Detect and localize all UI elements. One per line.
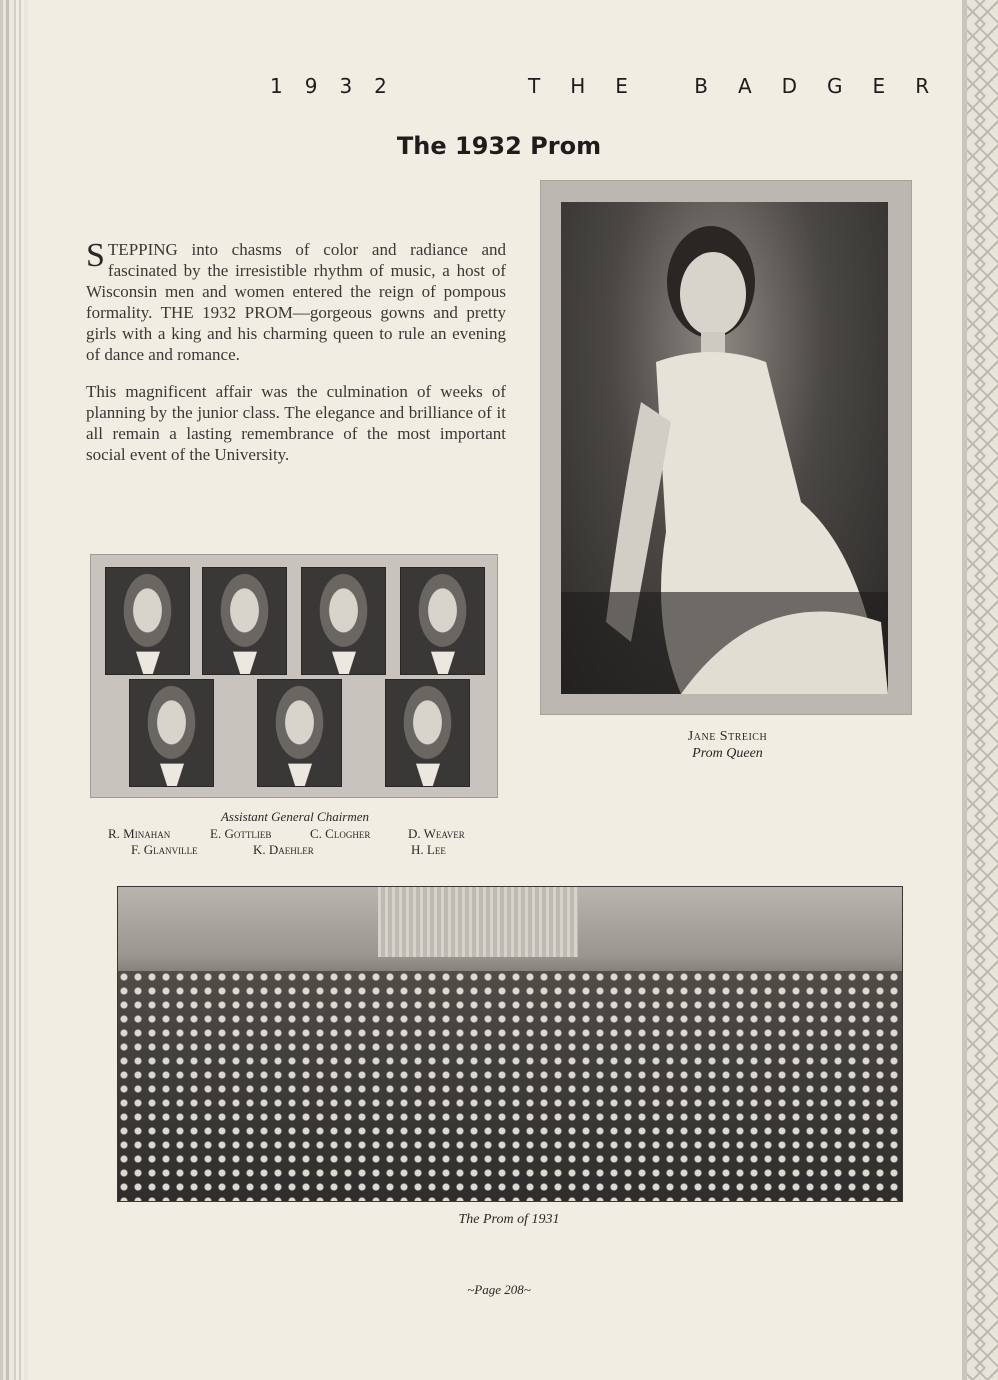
prom-queen-portrait xyxy=(561,202,888,694)
right-decorative-border xyxy=(962,0,998,1380)
prom-queen-figure xyxy=(561,202,888,694)
chairmen-names-row-1 xyxy=(90,826,500,842)
chairmen-photo-collage xyxy=(90,554,498,798)
left-page-border xyxy=(0,0,28,1380)
page-number: ~Page 208~ xyxy=(467,1282,531,1297)
intro-text xyxy=(86,239,506,481)
chairmen-names-row-2 xyxy=(90,842,500,858)
prom-1931-crowd-photo xyxy=(117,886,903,1202)
chairman-name: K. Daehler xyxy=(253,842,314,857)
chairman-name: R. Minahan xyxy=(108,826,171,841)
prom-photo-caption: The Prom of 1931 xyxy=(458,1212,560,1227)
crowd xyxy=(118,971,902,1201)
intro-paragraph-1 xyxy=(86,239,506,365)
chairman-portrait xyxy=(105,567,190,675)
chairmen-caption xyxy=(90,809,500,858)
intro-paragraph-2: This magnificent affair was the culmination of weeks of planning by the junior class. The elegance and brilliance of it all remain a lasting remembrance of the most important social event of the University. xyxy=(86,382,506,464)
prom-queen-photo xyxy=(540,180,912,715)
page-title: The 1932 Prom xyxy=(396,132,602,160)
chairman-name: F. Glanville xyxy=(131,842,198,857)
chairman-name: E. Gottlieb xyxy=(210,826,272,841)
chairman-portrait xyxy=(385,679,470,787)
chairman-portrait xyxy=(301,567,386,675)
junior-prom-banner xyxy=(378,887,578,957)
chairmen-caption-title: Assistant General Chairmen xyxy=(220,809,370,824)
prom-queen-name: Jane Streich xyxy=(687,729,768,744)
intro-paragraph-1-text: TEPPING into chasms of color and radiance and fascinated by the irresistible rhythm of music, a host of Wisconsin men and women entered the reign of pompous formality. THE 1932 PROM—gorgeous gowns and pretty girls with a king and his charming queen to rule an evening of dance and romance. xyxy=(86,240,506,364)
chairman-name: D. Weaver xyxy=(408,826,465,841)
chairman-portrait xyxy=(400,567,485,675)
chairman-name: H. Lee xyxy=(411,842,446,857)
header-year: 1932 xyxy=(270,74,409,98)
drop-cap: S xyxy=(86,237,105,274)
header-magazine-title: THE BADGER xyxy=(528,74,960,98)
chairman-portrait xyxy=(257,679,342,787)
chairman-portrait xyxy=(129,679,214,787)
prom-queen-caption xyxy=(560,728,895,762)
chairman-name: C. Clogher xyxy=(310,826,371,841)
chairman-portrait xyxy=(202,567,287,675)
prom-queen-role: Prom Queen xyxy=(692,746,763,761)
page-header xyxy=(0,74,998,104)
